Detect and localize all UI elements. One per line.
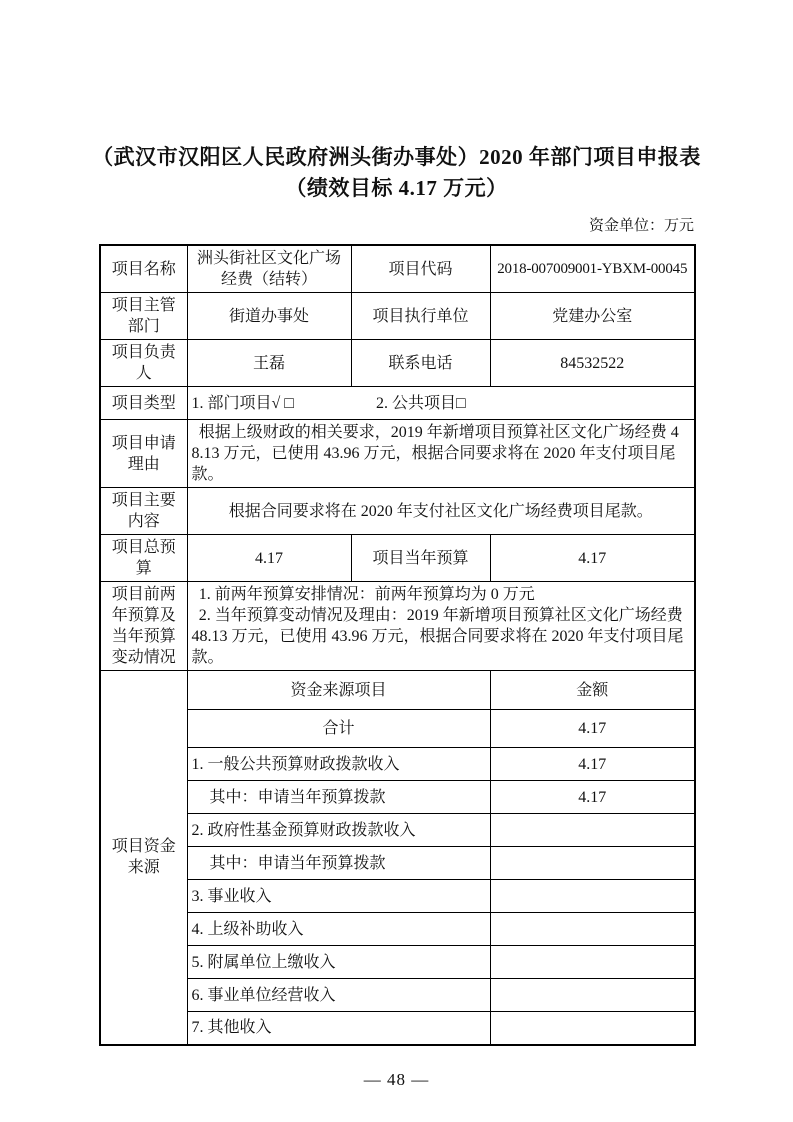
- project-type-value: [187, 387, 695, 420]
- row-leader: [100, 340, 695, 387]
- funding-item-cell: 2. 政府性基金预算财政拨款收入: [187, 814, 490, 847]
- funding-amount-cell: [490, 847, 695, 880]
- funding-amount-cell: 4.17: [490, 748, 695, 781]
- funding-header-amount: 金额: [490, 671, 695, 710]
- funding-amount-cell: [490, 913, 695, 946]
- year-budget-value: 4.17: [490, 535, 695, 582]
- funding-header-item: 资金来源项目: [187, 671, 490, 710]
- total-budget-value: 4.17: [187, 535, 351, 582]
- funding-amount-cell: [490, 814, 695, 847]
- funding-amount-cell: 4.17: [490, 710, 695, 748]
- project-code-label: 项目代码: [351, 245, 490, 293]
- funding-section-label: 项目资金来源: [100, 671, 187, 1045]
- phone-value: 84532522: [490, 340, 695, 387]
- funding-row: [100, 781, 695, 814]
- project-name-value: 洲头街社区文化广场经费（结转）: [187, 245, 351, 293]
- content-value: 根据合同要求将在 2020 年支付社区文化广场经费项目尾款。: [187, 488, 695, 535]
- year-budget-label: 项目当年预算: [351, 535, 490, 582]
- funding-row: [100, 880, 695, 913]
- funding-row: [100, 946, 695, 979]
- content-label: 项目主要内容: [100, 488, 187, 535]
- funding-amount-cell: [490, 979, 695, 1012]
- dept-value: 街道办事处: [187, 293, 351, 340]
- row-department: [100, 293, 695, 340]
- row-project-name: [100, 245, 695, 293]
- funding-item-cell: 3. 事业收入: [187, 880, 490, 913]
- project-type-label: 项目类型: [100, 387, 187, 420]
- row-main-content: [100, 488, 695, 535]
- history-value: [187, 582, 695, 671]
- page-number: — 48 —: [363, 1070, 430, 1089]
- funding-amount-cell: [490, 1012, 695, 1045]
- leader-value: 王磊: [187, 340, 351, 387]
- funding-amount-cell: [490, 946, 695, 979]
- page-title: （武汉市汉阳区人民政府洲头街办事处）2020 年部门项目申报表（绩效目标 4.17 万元）: [92, 145, 701, 200]
- leader-label: 项目负责人: [100, 340, 187, 387]
- total-budget-label: 项目总预算: [100, 535, 187, 582]
- funding-row: [100, 847, 695, 880]
- funding-item-cell: 1. 一般公共预算财政拨款收入: [187, 748, 490, 781]
- funding-row: [100, 748, 695, 781]
- history-line-1: 1. 前两年预算安排情况：前两年预算均为 0 万元: [198, 586, 535, 603]
- funding-amount-cell: [490, 880, 695, 913]
- funding-row: [100, 979, 695, 1012]
- funding-row: [100, 710, 695, 748]
- reason-value: [187, 420, 695, 488]
- project-name-label: 项目名称: [100, 245, 187, 293]
- reason-label: 项目申请理由: [100, 420, 187, 488]
- project-type-option-2: 2. 公共项目□: [375, 394, 466, 412]
- row-budget: [100, 535, 695, 582]
- project-code-value: 2018-007009001-YBXM-00045: [490, 245, 695, 293]
- row-project-type: [100, 387, 695, 420]
- row-apply-reason: [100, 420, 695, 488]
- funding-item-cell: 合计: [187, 710, 490, 748]
- unit-note: 资金单位：万元: [588, 218, 694, 234]
- funding-item-cell: 7. 其他收入: [187, 1012, 490, 1045]
- phone-label: 联系电话: [351, 340, 490, 387]
- history-label: 项目前两年预算及当年预算变动情况: [100, 582, 187, 671]
- funding-row: [100, 1012, 695, 1045]
- project-application-table: [99, 244, 696, 1046]
- funding-amount-cell: 4.17: [490, 781, 695, 814]
- project-type-option-1: 1. 部门项目√ □: [191, 394, 294, 412]
- funding-item-cell: 其中：申请当年预算拨款: [187, 847, 490, 880]
- dept-label: 项目主管部门: [100, 293, 187, 340]
- reason-text: 根据上级财政的相关要求，2019 年新增项目预算社区文化广场经费 48.13 万元，已使用 43.96 万元，根据合同要求将在 2020 年支付项目尾款。: [191, 424, 679, 483]
- funding-item-cell: 5. 附属单位上缴收入: [187, 946, 490, 979]
- exec-unit-value: 党建办公室: [490, 293, 695, 340]
- funding-item-cell: 4. 上级补助收入: [187, 913, 490, 946]
- exec-unit-label: 项目执行单位: [351, 293, 490, 340]
- funding-row: [100, 814, 695, 847]
- funding-header-row: [100, 671, 695, 710]
- row-budget-history: [100, 582, 695, 671]
- funding-row: [100, 913, 695, 946]
- funding-item-cell: 6. 事业单位经营收入: [187, 979, 490, 1012]
- funding-item-cell: 其中：申请当年预算拨款: [187, 781, 490, 814]
- history-line-2: 2. 当年预算变动情况及理由：2019 年新增项目预算社区文化广场经费 48.13 万元，已使用 43.96 万元，根据合同要求将在 2020 年支付项目尾款。: [191, 607, 684, 666]
